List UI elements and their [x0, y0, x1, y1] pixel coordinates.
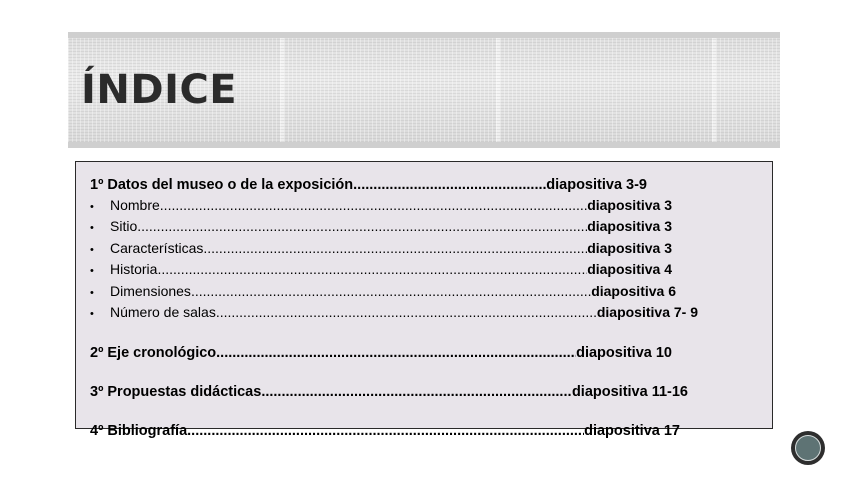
leader-dots: [191, 282, 591, 302]
index-entry-eje-cronologico: [90, 344, 672, 364]
index-entry-historia: [90, 260, 672, 282]
leader-dots: [261, 383, 572, 403]
leader-dots: [216, 344, 576, 364]
entry-label: Nombre: [110, 196, 160, 213]
entry-ref: diapositiva 6: [591, 282, 676, 299]
leader-dots: [160, 196, 587, 216]
spacer: [90, 403, 772, 423]
leader-dots: [137, 217, 587, 237]
nav-button-inner: [795, 435, 821, 461]
banner-bottom-band: [68, 142, 780, 148]
entry-label: Dimensiones: [110, 282, 191, 299]
index-entry-bibliografia: [90, 422, 680, 442]
leader-dots: [216, 303, 597, 323]
title-banner: [68, 32, 780, 148]
entry-ref: diapositiva 3: [587, 239, 672, 256]
entry-ref: diapositiva 3: [587, 196, 672, 213]
index-box: [75, 161, 773, 439]
index-entry-propuestas: [90, 383, 688, 403]
entry-label: 2º Eje cronológico: [90, 345, 217, 361]
entry-label: 3º Propuestas didácticas: [90, 384, 262, 400]
circle-nav-icon[interactable]: [791, 431, 825, 465]
bullet: •: [90, 222, 94, 234]
spacer: [90, 364, 772, 384]
bullet: •: [90, 286, 94, 299]
entry-ref: diapositiva 3: [587, 218, 672, 234]
index-entry-nombre: [90, 196, 672, 218]
leader-dots: [157, 260, 587, 280]
entry-label: 4º Bibliografía: [90, 423, 188, 439]
slide-title: ÍNDICE: [81, 67, 238, 113]
bullet: •: [90, 243, 94, 256]
entry-label: Características: [110, 239, 204, 256]
entry-label: Número de salas: [110, 304, 216, 320]
spacer: [90, 325, 772, 345]
leader-dots: [353, 176, 546, 196]
bullet: •: [90, 308, 94, 320]
entry-label: Historia: [110, 261, 158, 277]
bullet: •: [90, 200, 94, 213]
index-entry-numero-salas: [90, 303, 698, 325]
entry-label: Sitio: [110, 218, 138, 234]
entry-ref: diapositiva 11-16: [571, 384, 688, 400]
entry-ref: diapositiva 4: [587, 261, 672, 277]
entry-ref: diapositiva 10: [576, 345, 672, 361]
leader-dots: [187, 422, 584, 442]
bullet: •: [90, 265, 94, 277]
entry-ref: diapositiva 7- 9: [596, 304, 698, 320]
entry-ref: diapositiva 3-9: [546, 177, 647, 193]
index-entry-sitio: [90, 217, 672, 239]
leader-dots: [203, 239, 587, 259]
entry-ref: diapositiva 17: [584, 423, 680, 439]
index-entry-caracteristicas: [90, 239, 672, 261]
index-entry-datos: [90, 176, 647, 196]
index-entry-dimensiones: [90, 282, 676, 304]
banner-top-band: [68, 32, 780, 38]
entry-label: 1º Datos del museo o de la exposición: [90, 177, 354, 193]
